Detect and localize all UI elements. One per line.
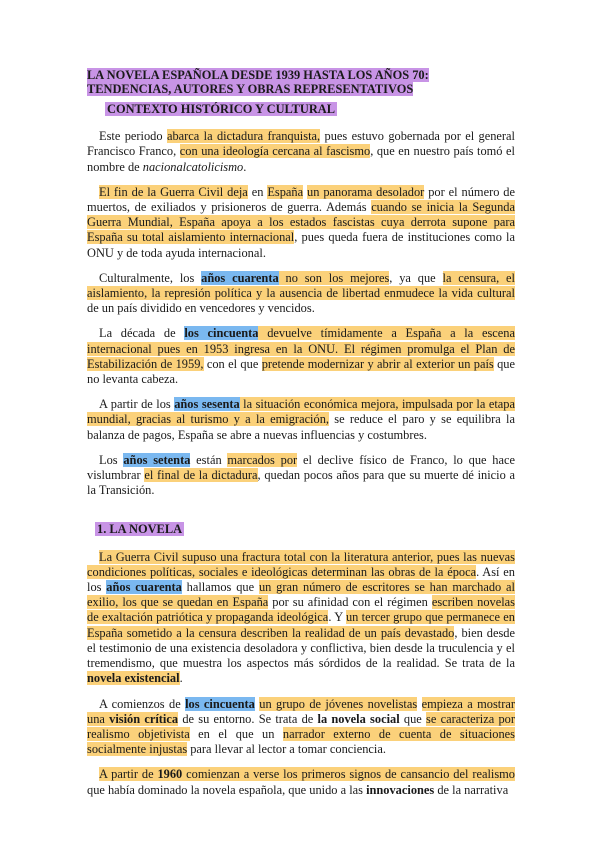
- document-page: [87, 68, 515, 808]
- paragraph-period: Este periodo abarca la dictadura franquista, pues estuvo gobernada por el general Francisco Franco, con una ideología cercana al fascismo, que en nuestro país tomó el nombre de nacionalcatolicismo.: [87, 129, 515, 174]
- paragraph-social-novel: A comienzos de los cincuenta un grupo de jóvenes novelistas empieza a mostrar una visión crítica de su entorno. Se trata de la novela social que se caracteriza por realismo objetivista en el que un narrador externo de cuenta de situaciones socialmente injustas para llevar al lector a tomar conciencia.: [87, 696, 515, 757]
- paragraph-civil-war-end: El fin de la Guerra Civil deja en España un panorama desolador por el número de muertos, de exiliados y prisioneros de guerra. Además cuando se inicia la Segunda Guerra Mundial, España apoya a los estados fascistas cuya derrota supone para España su total aislamiento internacional, pues queda fuera de instituciones como la ONU y de toda ayuda internacional.: [87, 184, 516, 260]
- paragraph-sixties-novel: A partir de 1960 comienzan a verse los primeros signos de cansancio del realismo que había dominado la novela española, que unido a las innovaciones de la narrativa: [87, 767, 515, 797]
- document-title: LA NOVELA ESPAÑOLA DESDE 1939 HASTA LOS AÑOS 70: TENDENCIAS, AUTORES Y OBRAS REPRESENTATIVOS: [87, 68, 429, 96]
- context-heading: CONTEXTO HISTÓRICO Y CULTURAL: [107, 102, 336, 116]
- paragraph-fifties: La década de los cincuenta devuelve tímidamente a España a la escena internacional pues en 1953 ingresa en la ONU. El régimen promulga el Plan de Estabilización de 1959, con el que pretende modernizar y abrir al exterior un país que no levanta cabeza.: [87, 326, 515, 387]
- paragraph-seventies: Los años setenta están marcados por el declive físico de Franco, lo que hace vislumbrar el final de la dictadura, quedan pocos años para que su muerte dé inicio a la Transición.: [87, 452, 516, 498]
- paragraph-sixties: A partir de los años sesenta la situación económica mejora, impulsada por la etapa mundial, gracias al turismo y a la emigración, se reduce el paro y se equilibra la balanza de pagos, España se abre a nuevas influencias y costumbres.: [87, 397, 515, 442]
- paragraph-civil-war-literature: La Guerra Civil supuso una fractura total con la literatura anterior, pues las nuevas condiciones políticas, sociales e ideológicas determinan las obras de la época. Así en los años cuarenta hallamos que un gran número de escritores se han marchado al exilio, los que se quedan en España por su afinidad con el régimen escriben novelas de exaltación patriótica y propaganda ideológica. Y un tercer grupo que permanece en España sometido a la censura describen la realidad de un país devastado, bien desde el testimonio de una existencia desoladora y conflictiva, bien desde la truculencia y el tremendismo, que muestra los aspectos más sórdidos de la realidad. Se trata de la novela existencial.: [87, 549, 516, 686]
- paragraph-forties: Culturalmente, los años cuarenta no son los mejores, ya que la censura, el aislamiento, la represión política y la ausencia de libertad enmudece la vida cultural de un país dividido en vencedores y vencidos.: [87, 270, 515, 316]
- section-heading-novela: 1. LA NOVELA: [97, 522, 183, 537]
